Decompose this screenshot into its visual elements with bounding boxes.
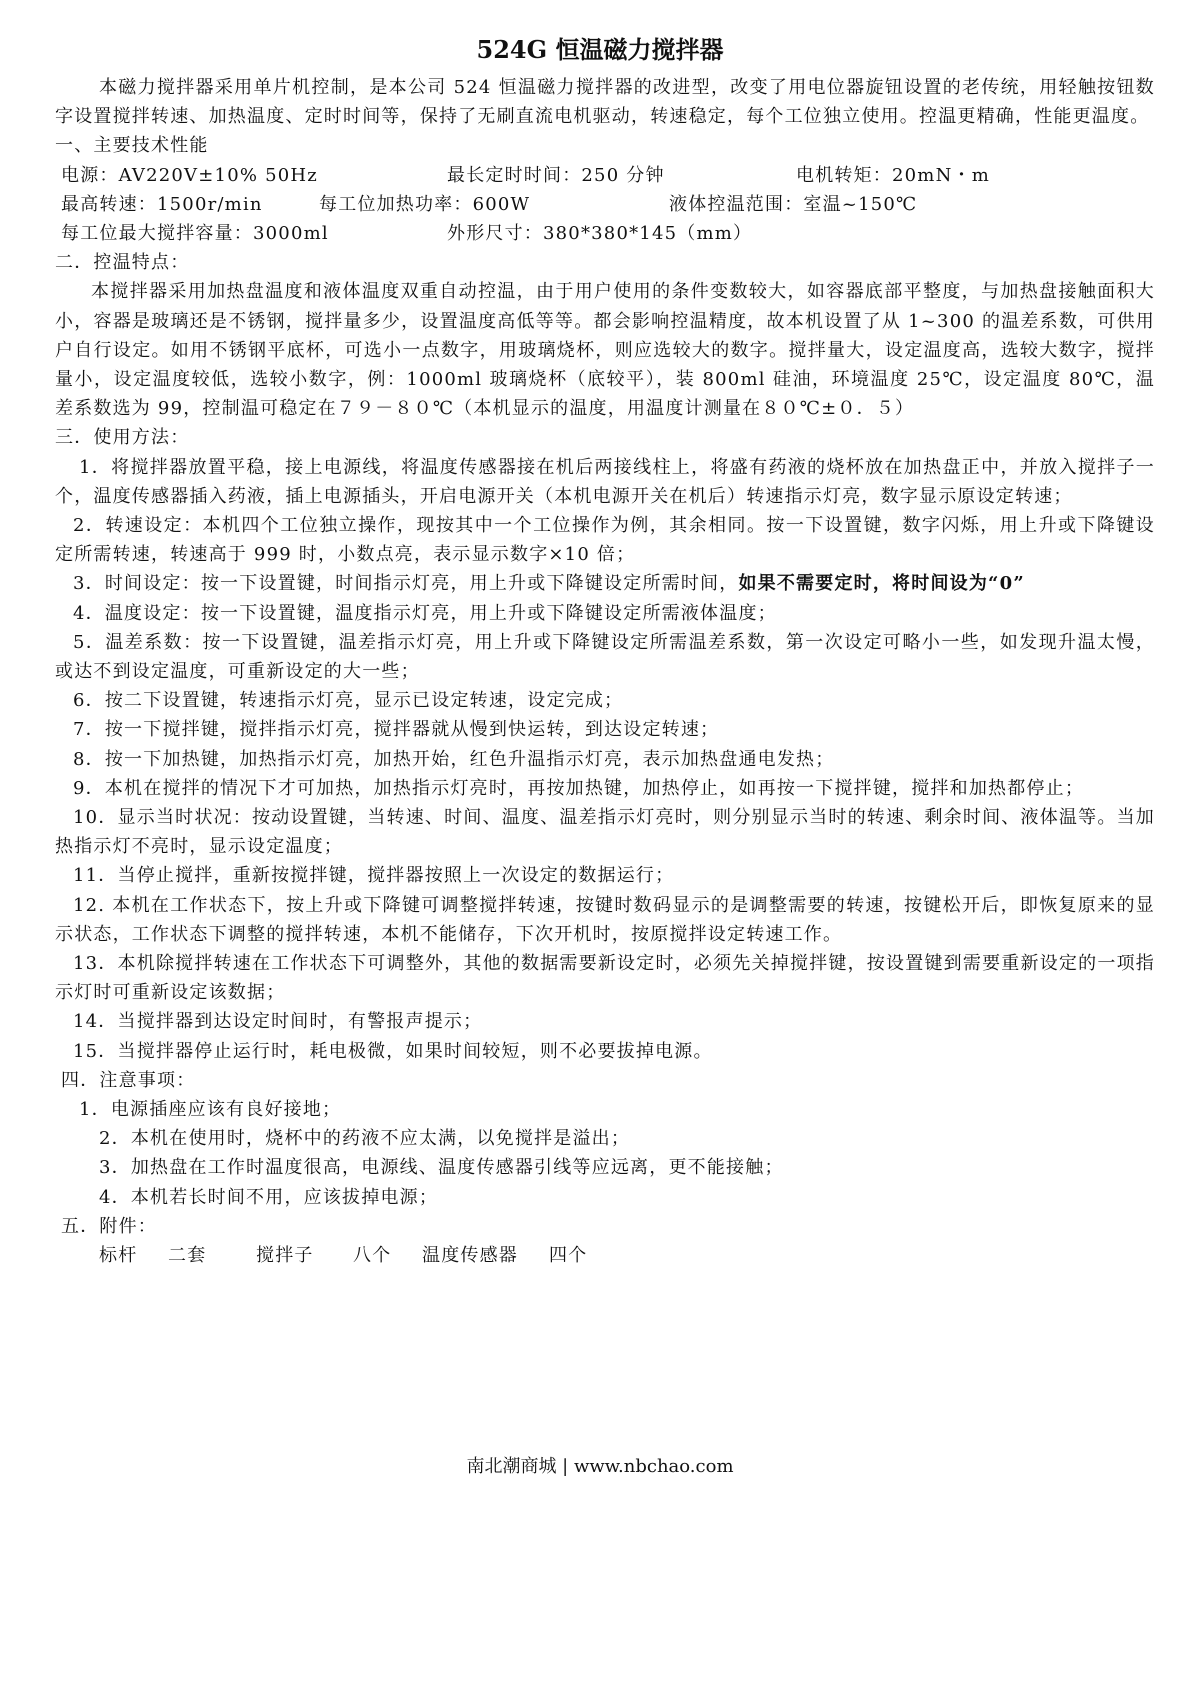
list-item: 2．本机在使用时，烧杯中的药液不应太满，以免搅拌是溢出； xyxy=(99,1128,631,1150)
accessory-name: 搅拌子 xyxy=(256,1245,314,1267)
spec-max-speed: 最高转速：1500r/min xyxy=(61,193,263,215)
spec-torque: 电机转矩：20mN・m xyxy=(796,164,990,186)
list-item: 9．本机在搅拌的情况下才可加热，加热指示灯亮时，再按加热键，加热停止，如再按一下搅拌键，搅拌和加热都停止； xyxy=(73,777,1085,799)
section3-heading: 三．使用方法： xyxy=(55,427,190,449)
spec-row xyxy=(55,219,1155,248)
list-item: 4．本机若长时间不用，应该拔掉电源； xyxy=(99,1186,439,1208)
list-item: 3．加热盘在工作时温度很高，电源线、温度传感器引线等应远离，更不能接触； xyxy=(99,1157,784,1179)
list-item: 12. 本机在工作状态下，按上升或下降键可调整搅拌转速，按键时数码显示的是调整需要的转速，按键松开后，即恢复原来的显示状态，工作状态下调整的搅拌转速，本机不能储存，下次开机时，按原搅拌设定转速工作。 xyxy=(55,894,1155,945)
spec-capacity: 每工位最大搅拌容量：3000ml xyxy=(61,222,329,244)
item3-bold-note: 如果不需要定时，将时间设为“0” xyxy=(738,573,1025,595)
spec-row xyxy=(55,161,1155,190)
document-body xyxy=(55,73,1155,1270)
accessories-row xyxy=(55,1241,1155,1270)
footer-site-link[interactable]: 南北潮商城 | www.nbchao.com xyxy=(466,1456,734,1477)
spec-row xyxy=(55,190,1155,219)
list-item: 4．温度设定：按一下设置键，温度指示灯亮，用上升或下降键设定所需液体温度； xyxy=(73,602,777,624)
item3-text: 3．时间设定：按一下设置键，时间指示灯亮，用上升或下降键设定所需时间， xyxy=(73,573,739,595)
intro-paragraph: 本磁力搅拌器采用单片机控制，是本公司 524 恒温磁力搅拌器的改进型，改变了用电位器旋钮设置的老传统，用轻触按钮数字设置搅拌转速、加热温度、定时时间等，保持了无刷直流电机驱动，转速稳定，每个工位独立使用。控温更精确，性能更温度。 xyxy=(55,77,1155,128)
list-item: 1．将搅拌器放置平稳，接上电源线，将温度传感器接在机后两接线柱上，将盛有药液的烧杯放在加热盘正中，并放入搅拌子一个，温度传感器插入药液，插上电源插头，开启电源开关（本机电源开关在机后）转速指示灯亮，数字显示原设定转速； xyxy=(55,456,1155,507)
list-item: 15．当搅拌器停止运行时，耗电极微，如果时间较短，则不必要拔掉电源。 xyxy=(73,1040,713,1062)
section5-heading: 五．附件： xyxy=(61,1215,157,1237)
accessory-qty: 二套 xyxy=(168,1245,207,1267)
list-item xyxy=(55,569,1155,598)
section2-body: 本搅拌器采用加热盘温度和液体温度双重自动控温，由于用户使用的条件变数较大，如容器底部平整度，与加热盘接触面积大小，容器是玻璃还是不锈钢，搅拌量多少，设置温度高低等等。都会影响控温精度，故本机设置了从 1~300 的温差系数，可供用户自行设定。如用不锈钢平底杯，可选小一点数字，用玻璃烧杯，则应选较大的数字。搅拌量大，设定温度高，选较大数字，搅拌量小，设定温度较低，选较小数字，例：1000ml 玻璃烧杯（底较平），装 800ml 硅油，环境温度 25℃，设定温度 80℃，温差系数选为 99，控制温可稳定在７９－８０℃（本机显示的温度，用温度计测量在８０℃±０．５） xyxy=(55,281,1155,420)
accessory-name: 温度传感器 xyxy=(422,1245,518,1267)
list-item: 8．按一下加热键，加热指示灯亮，加热开始，红色升温指示灯亮，表示加热盘通电发热； xyxy=(73,748,835,770)
list-item: 7．按一下搅拌键，搅拌指示灯亮，搅拌器就从慢到快运转，到达设定转速； xyxy=(73,719,720,741)
list-item: 6．按二下设置键，转速指示灯亮，显示已设定转速，设定完成； xyxy=(73,690,624,712)
spec-dimensions: 外形尺寸：380*380*145（mm） xyxy=(447,222,753,244)
spec-heating-power: 每工位加热功率：600W xyxy=(319,193,531,215)
list-item: 5．温差系数：按一下设置键，温差指示灯亮，用上升或下降键设定所需温差系数，第一次设定可略小一些，如发现升温太慢，或达不到设定温度，可重新设定的大一些； xyxy=(55,631,1155,683)
accessory-qty: 八个 xyxy=(353,1245,392,1267)
spec-temp-range: 液体控温范围：室温~150℃ xyxy=(669,193,918,215)
list-item: 1．电源插座应该有良好接地； xyxy=(79,1099,342,1121)
section4-heading: 四．注意事项： xyxy=(61,1069,196,1091)
list-item: 11．当停止搅拌，重新按搅拌键，搅拌器按照上一次设定的数据运行； xyxy=(73,865,675,887)
list-item: 10．显示当时状况：按动设置键，当转速、时间、温度、温差指示灯亮时，则分别显示当时的转速、剩余时间、液体温等。当加热指示灯不亮时，显示设定温度； xyxy=(55,807,1155,858)
document-title: 524G 恒温磁力搅拌器 xyxy=(476,35,724,64)
list-item: 14．当搅拌器到达设定时间时，有警报声提示； xyxy=(73,1011,483,1033)
section2-heading: 二．控温特点： xyxy=(55,252,190,274)
list-item: 13．本机除搅拌转速在工作状态下可调整外，其他的数据需要新设定时，必须先关掉搅拌键，按设置键到需要重新设定的一项指示灯时可重新设定该数据； xyxy=(55,953,1155,1004)
list-item: 2．转速设定：本机四个工位独立操作，现按其中一个工位操作为例，其余相同。按一下设置键，数字闪烁，用上升或下降键设定所需转速，转速高于 999 时，小数点亮，表示显示数字×10 倍； xyxy=(55,515,1155,566)
spec-power: 电源：AV220V±10% 50Hz xyxy=(61,164,318,186)
spec-max-timer: 最长定时时间：250 分钟 xyxy=(447,164,665,186)
accessory-name: 标杆 xyxy=(99,1245,138,1267)
section1-heading: 一、主要技术性能 xyxy=(55,135,209,157)
accessory-qty: 四个 xyxy=(549,1245,588,1267)
